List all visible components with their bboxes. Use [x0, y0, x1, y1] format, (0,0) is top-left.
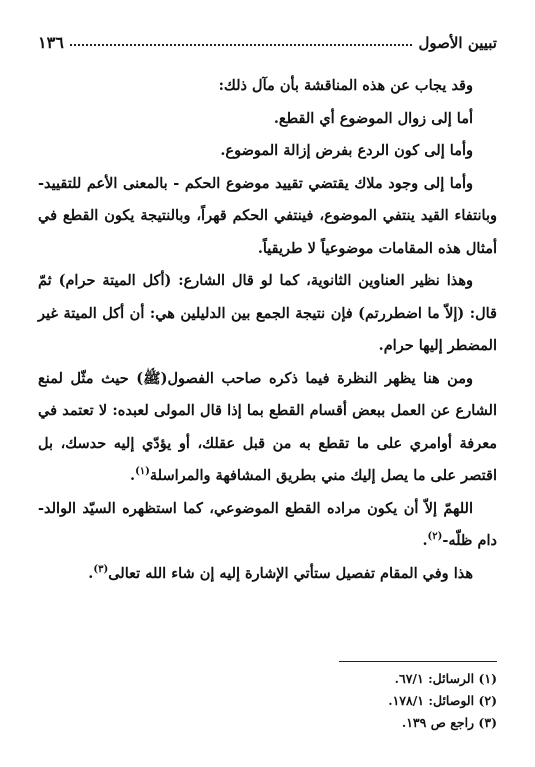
paragraph-text: هذا وفي المقام تفصيل ستأتي الإشارة إليه إن شاء الله تعالى — [108, 564, 473, 582]
footnote-divider — [339, 661, 497, 662]
footnote-ref: (١) — [135, 466, 150, 478]
footnote: (٢) الوصائل: ١٧٨/١. — [388, 693, 497, 708]
main-text — [38, 70, 497, 590]
paragraph: أما إلى زوال الموضوع أي القطع. — [273, 109, 473, 127]
paragraph: اللهمّ إلاّ أن يكون مراده القطع الموضوعي، كما استظهره السيّد الوالد- دام ظلّه-$^{(٢)}$. — [38, 499, 497, 549]
footnote: (١) الرسائل: ٦٧/١. — [394, 671, 497, 686]
paragraph: ومن هنا يظهر النظرة فيما ذكره صاحب الفصول(ﷺ) حيث مثّل لمنع الشارع عن العمل ببعض أقسام القطع بما إذا قال المولى لعبده: لا تعتمد في معرفة أوامري على ما تقطع به من قبل عقلك، أو يؤدّي إليه حدسك، بل اقتصر على ما يصل إليك مني بطريق المشافهة والمراسلة$^{(١)}$. — [38, 369, 497, 484]
paragraph: وهذا نظير العناوين الثانوية، كما لو قال الشارع: (أكل الميتة حرام) ثمّ قال: (إلاّ ما اضطررتم) فإن نتيجة الجمع بين الدليلين هي: أن أكل الميتة غير المضطر إليها حرام. — [38, 272, 497, 354]
footnote-ref: (٣) — [93, 563, 109, 575]
paragraph: هذا وفي المقام تفصيل ستأتي الإشارة إليه إن شاء الله تعالى$^{(٣)}$. — [88, 563, 473, 582]
paragraph-text: اللهمّ إلاّ أن يكون مراده القطع الموضوعي، كما استظهره السيّد الوالد- دام ظلّه- — [38, 499, 497, 549]
paragraph: وأما إلى كون الردع بفرض إزالة الموضوع. — [220, 142, 473, 159]
book-title: تبيين الأصول — [418, 34, 497, 52]
page-number: ١٣٦ — [38, 33, 64, 52]
footnote-ref: (٢) — [427, 531, 443, 543]
paragraph: وقد يجاب عن هذه المناقشة بأن مآل ذلك: — [218, 77, 473, 94]
paragraph: وأما إلى وجود ملاك يقتضي تقييد موضوع الحكم - بالمعنى الأعم للتقييد- وبانتفاء القيد ينتفي الموضوع، فينتفي الحكم قهراً، وبالنتيجة يكون القطع في أمثال هذه المقامات موضوعياً لا طريقياً. — [38, 174, 497, 257]
header-dotted-leader — [70, 44, 413, 46]
footnote: (٣) راجع ص ١٣٩. — [401, 715, 497, 730]
page-header — [38, 24, 497, 52]
paragraph-text: ومن هنا يظهر النظرة فيما ذكره صاحب الفصول(ﷺ) حيث مثّل لمنع الشارع عن العمل ببعض أقسام القطع بما إذا قال المولى لعبده: لا تعتمد في معرفة أوامري على ما تقطع به من قبل عقلك، أو يؤدّي إليه حدسك، بل اقتصر على ما يصل إليك مني بطريق المشافهة والمراسلة — [38, 369, 497, 484]
footnotes — [38, 668, 497, 734]
